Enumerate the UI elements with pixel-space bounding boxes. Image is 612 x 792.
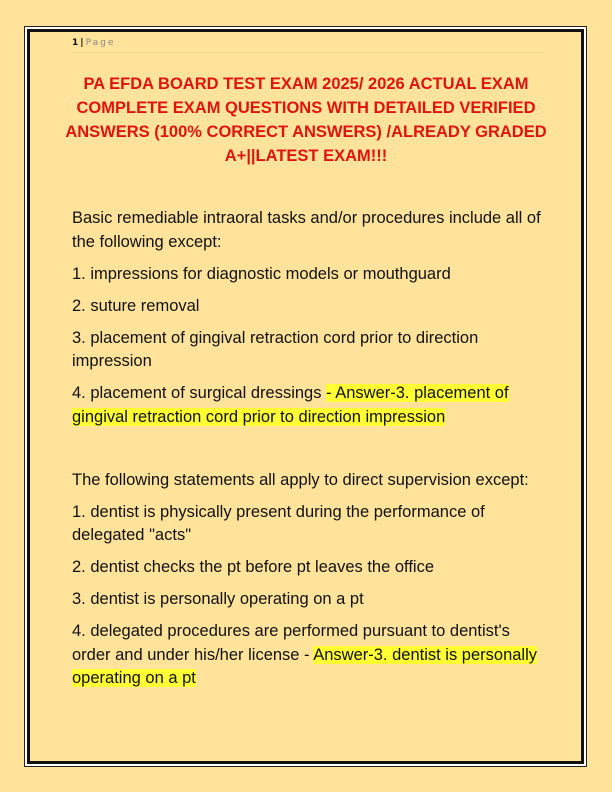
question-block [72,469,542,691]
document-body [72,207,542,699]
question-option: 4. delegated procedures are performed pursuant to dentist's order and under his/her license - [72,622,510,664]
question-option: 4. placement of surgical dressings [72,384,327,402]
highlighted-answer: - Answer-3. placement of gingival retraction cord prior to direction impression [72,384,509,426]
page-label: Page [85,38,116,48]
page-header [72,36,544,53]
spacer [72,438,542,469]
question-stem: Basic remediable intraoral tasks and/or procedures include all of the following except: [72,209,541,251]
question-option: 3. placement of gingival retraction cord prior to direction impression [72,328,479,370]
question-option: 1. impressions for diagnostic models or mouthguard [72,264,451,283]
question-block [72,207,542,429]
question-option: 2. dentist checks the pt before pt leaves the office [72,558,435,576]
question-option: 2. suture removal [72,296,200,315]
document-title: PA EFDA BOARD TEST EXAM 2025/ 2026 ACTUAL EXAM COMPLETE EXAM QUESTIONS WITH DETAILED VERIFIED ANSWERS (100% CORRECT ANSWERS) /ALREADY GRADED A+||LATEST EXAM!!! [65,75,547,165]
question-stem: The following statements all apply to direct supervision except: [72,470,529,489]
question-option-with-answer [72,620,542,691]
highlighted-answer: Answer-3. dentist is personally operating on a pt [72,645,537,687]
page-number: 1 [72,38,79,48]
question-option: 1. dentist is physically present during the performance of delegated "acts" [72,502,485,544]
question-option-with-answer [72,382,542,429]
question-option: 3. dentist is personally operating on a pt [72,590,364,608]
page-header-separator: | [80,38,84,48]
